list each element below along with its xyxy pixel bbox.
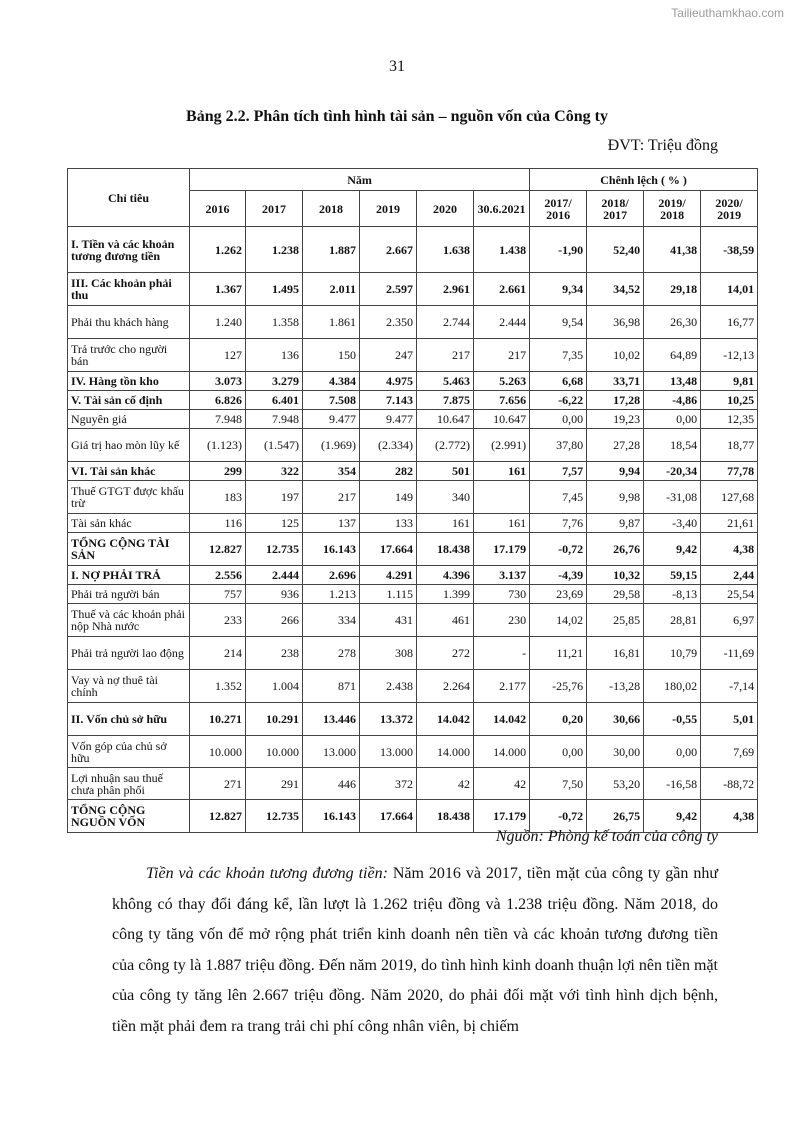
value-cell: 16.143	[303, 800, 360, 833]
row-label: VI. Tài sản khác	[68, 462, 190, 481]
row-label: Vốn góp của chủ sở hữu	[68, 736, 190, 768]
diff-cell: 59,15	[644, 566, 701, 585]
value-cell: 10.000	[190, 736, 246, 768]
diff-cell: -3,40	[644, 514, 701, 533]
diff-cell: 4,38	[701, 800, 758, 833]
table-row	[68, 306, 758, 339]
row-label: Nguyên giá	[68, 410, 190, 429]
row-label: Giá trị hao mòn lũy kế	[68, 429, 190, 462]
diff-cell: 10,02	[587, 339, 644, 372]
paragraph-lead: Tiền và các khoản tương đương tiền:	[146, 865, 388, 882]
value-cell	[474, 481, 530, 514]
table-row	[68, 768, 758, 800]
diff-cell: 9,42	[644, 533, 701, 566]
value-cell: 1.495	[246, 273, 303, 306]
value-cell: 7.508	[303, 391, 360, 410]
diff-cell: 29,18	[644, 273, 701, 306]
table-row	[68, 410, 758, 429]
value-cell: 7.143	[360, 391, 417, 410]
diff-cell: 127,68	[701, 481, 758, 514]
diff-cell: 4,38	[701, 533, 758, 566]
row-label: Trả trước cho người bán	[68, 339, 190, 372]
value-cell: 936	[246, 585, 303, 604]
diff-cell: 0,00	[530, 736, 587, 768]
diff-cell: -20,34	[644, 462, 701, 481]
value-cell: 13.372	[360, 703, 417, 736]
row-label: Phải thu khách hàng	[68, 306, 190, 339]
row-label: Thuế GTGT được khấu trừ	[68, 481, 190, 514]
row-label: TỔNG CỘNG NGUỒN VỐN	[68, 800, 190, 833]
value-cell: 7.948	[246, 410, 303, 429]
value-cell: 17.664	[360, 533, 417, 566]
header-diff: 2019/ 2018	[644, 191, 701, 227]
value-cell: 12.735	[246, 800, 303, 833]
value-cell: 2.961	[417, 273, 474, 306]
row-label: Phải trả người lao động	[68, 637, 190, 670]
value-cell: 6.826	[190, 391, 246, 410]
value-cell: 13.000	[303, 736, 360, 768]
diff-cell: -25,76	[530, 670, 587, 703]
value-cell: 42	[474, 768, 530, 800]
table-row	[68, 273, 758, 306]
diff-cell: 18,54	[644, 429, 701, 462]
value-cell: 7.656	[474, 391, 530, 410]
table-row	[68, 670, 758, 703]
diff-cell: 37,80	[530, 429, 587, 462]
diff-cell: -1,90	[530, 227, 587, 273]
value-cell: 4.396	[417, 566, 474, 585]
diff-cell: 26,30	[644, 306, 701, 339]
table-row	[68, 481, 758, 514]
row-label: I. NỢ PHẢI TRẢ	[68, 566, 190, 585]
diff-cell: 9,34	[530, 273, 587, 306]
diff-cell: 53,20	[587, 768, 644, 800]
watermark: Tailieuthamkhao.com	[671, 6, 784, 20]
diff-cell: -88,72	[701, 768, 758, 800]
value-cell: 2.444	[474, 306, 530, 339]
value-cell: 340	[417, 481, 474, 514]
value-cell: 10.271	[190, 703, 246, 736]
diff-cell: -0,72	[530, 800, 587, 833]
value-cell: 17.179	[474, 800, 530, 833]
table-row	[68, 604, 758, 637]
header-indicator: Chỉ tiêu	[68, 169, 190, 227]
value-cell: 149	[360, 481, 417, 514]
value-cell: 4.384	[303, 372, 360, 391]
table-row	[68, 339, 758, 372]
value-cell: 6.401	[246, 391, 303, 410]
value-cell: 1.240	[190, 306, 246, 339]
diff-cell: -4,39	[530, 566, 587, 585]
value-cell: (2.991)	[474, 429, 530, 462]
row-label: Phải trả người bán	[68, 585, 190, 604]
diff-cell: 0,00	[530, 410, 587, 429]
table-row	[68, 533, 758, 566]
value-cell: 3.279	[246, 372, 303, 391]
value-cell: 2.667	[360, 227, 417, 273]
diff-cell: 10,32	[587, 566, 644, 585]
diff-cell: 9,54	[530, 306, 587, 339]
diff-cell: 0,20	[530, 703, 587, 736]
diff-cell: 11,21	[530, 637, 587, 670]
page-number: 31	[389, 58, 405, 75]
value-cell: 1.399	[417, 585, 474, 604]
value-cell: 757	[190, 585, 246, 604]
value-cell: 217	[474, 339, 530, 372]
value-cell: 217	[303, 481, 360, 514]
value-cell: 7.875	[417, 391, 474, 410]
header-diff: 2020/ 2019	[701, 191, 758, 227]
value-cell: 127	[190, 339, 246, 372]
diff-cell: -4,86	[644, 391, 701, 410]
value-cell: 3.137	[474, 566, 530, 585]
row-label: V. Tài sản cố định	[68, 391, 190, 410]
diff-cell: 30,66	[587, 703, 644, 736]
row-label: TỔNG CỘNG TÀI SẢN	[68, 533, 190, 566]
diff-cell: -11,69	[701, 637, 758, 670]
value-cell: 1.438	[474, 227, 530, 273]
value-cell: 13.446	[303, 703, 360, 736]
value-cell: 125	[246, 514, 303, 533]
value-cell: 14.000	[417, 736, 474, 768]
table-row	[68, 429, 758, 462]
value-cell: 2.177	[474, 670, 530, 703]
diff-cell: 30,00	[587, 736, 644, 768]
diff-cell: 52,40	[587, 227, 644, 273]
table-row	[68, 585, 758, 604]
diff-cell: 7,76	[530, 514, 587, 533]
row-label: I. Tiền và các khoản tương đương tiền	[68, 227, 190, 273]
value-cell: 278	[303, 637, 360, 670]
value-cell: 10.647	[474, 410, 530, 429]
value-cell: 1.887	[303, 227, 360, 273]
value-cell: 13.000	[360, 736, 417, 768]
value-cell: 247	[360, 339, 417, 372]
value-cell: 271	[190, 768, 246, 800]
source-note: Nguồn: Phòng kế toán của công ty	[495, 828, 718, 845]
diff-cell: -6,22	[530, 391, 587, 410]
value-cell: 354	[303, 462, 360, 481]
value-cell: 18.438	[417, 800, 474, 833]
diff-cell: -0,72	[530, 533, 587, 566]
value-cell: 137	[303, 514, 360, 533]
diff-cell: 28,81	[644, 604, 701, 637]
header-year: 30.6.2021	[474, 191, 530, 227]
diff-cell: 33,71	[587, 372, 644, 391]
diff-cell: -38,59	[701, 227, 758, 273]
value-cell: 2.350	[360, 306, 417, 339]
diff-cell: 12,35	[701, 410, 758, 429]
value-cell: 1.004	[246, 670, 303, 703]
value-cell: 2.264	[417, 670, 474, 703]
diff-cell: 17,28	[587, 391, 644, 410]
value-cell: 2.744	[417, 306, 474, 339]
value-cell: 238	[246, 637, 303, 670]
table-row	[68, 637, 758, 670]
value-cell: 372	[360, 768, 417, 800]
table-row	[68, 703, 758, 736]
diff-cell: 41,38	[644, 227, 701, 273]
value-cell: 10.291	[246, 703, 303, 736]
value-cell: 308	[360, 637, 417, 670]
diff-cell: -7,14	[701, 670, 758, 703]
header-year: 2016	[190, 191, 246, 227]
value-cell: 161	[474, 462, 530, 481]
row-label: Tài sản khác	[68, 514, 190, 533]
header-year: 2019	[360, 191, 417, 227]
value-cell: 282	[360, 462, 417, 481]
diff-cell: 7,45	[530, 481, 587, 514]
value-cell: 18.438	[417, 533, 474, 566]
table-row	[68, 462, 758, 481]
value-cell: 322	[246, 462, 303, 481]
diff-cell: 36,98	[587, 306, 644, 339]
diff-cell: -31,08	[644, 481, 701, 514]
value-cell: 266	[246, 604, 303, 637]
diff-cell: 25,85	[587, 604, 644, 637]
financial-table	[67, 168, 758, 833]
value-cell: 233	[190, 604, 246, 637]
paragraph-text: Năm 2016 và 2017, tiền mặt của công ty gần như không có thay đổi đáng kể, lần lượt là 1.262 triệu đồng và 1.238 triệu đồng. Năm 2018, do công ty tăng vốn để mở rộng phát triển kinh doanh nên tiền và các khoản tương đương tiền của công ty là 1.887 triệu đồng. Đến năm 2019, do tình hình kinh doanh thuận lợi nên tiền mặt của công ty tăng lên 2.667 triệu đồng. Năm 2020, do phải đối mặt với tình hình dịch bệnh, tiền mặt phải đem ra trang trải chi phí công nhân viên, bị chiếm	[112, 865, 718, 1035]
diff-cell: 16,81	[587, 637, 644, 670]
row-label: II. Vốn chủ sở hữu	[68, 703, 190, 736]
diff-cell: 27,28	[587, 429, 644, 462]
diff-cell: 7,69	[701, 736, 758, 768]
diff-cell: 21,61	[701, 514, 758, 533]
value-cell: 446	[303, 768, 360, 800]
row-label: III. Các khoản phải thu	[68, 273, 190, 306]
value-cell: 2.597	[360, 273, 417, 306]
diff-cell: 23,69	[530, 585, 587, 604]
value-cell: 136	[246, 339, 303, 372]
value-cell: 16.143	[303, 533, 360, 566]
diff-cell: 9,42	[644, 800, 701, 833]
diff-cell: 34,52	[587, 273, 644, 306]
value-cell: 730	[474, 585, 530, 604]
value-cell: 501	[417, 462, 474, 481]
table-row	[68, 514, 758, 533]
value-cell: 272	[417, 637, 474, 670]
value-cell: 183	[190, 481, 246, 514]
header-year: 2020	[417, 191, 474, 227]
diff-cell: 25,54	[701, 585, 758, 604]
value-cell: 1.367	[190, 273, 246, 306]
value-cell: 14.000	[474, 736, 530, 768]
value-cell: 12.827	[190, 533, 246, 566]
row-label: Thuế và các khoản phải nộp Nhà nước	[68, 604, 190, 637]
value-cell: 7.948	[190, 410, 246, 429]
diff-cell: -13,28	[587, 670, 644, 703]
header-diff-group: Chênh lệch ( % )	[530, 169, 758, 191]
value-cell: 299	[190, 462, 246, 481]
table-row	[68, 736, 758, 768]
row-label: Vay và nợ thuê tài chính	[68, 670, 190, 703]
diff-cell: 13,48	[644, 372, 701, 391]
value-cell: 334	[303, 604, 360, 637]
diff-cell: 10,79	[644, 637, 701, 670]
value-cell: -	[474, 637, 530, 670]
row-label: Lợi nhuận sau thuế chưa phân phối	[68, 768, 190, 800]
value-cell: 5.263	[474, 372, 530, 391]
value-cell: 1.352	[190, 670, 246, 703]
diff-cell: 0,00	[644, 410, 701, 429]
value-cell: 1.213	[303, 585, 360, 604]
diff-cell: 7,35	[530, 339, 587, 372]
value-cell: 17.664	[360, 800, 417, 833]
value-cell: 1.262	[190, 227, 246, 273]
header-diff: 2017/ 2016	[530, 191, 587, 227]
diff-cell: 14,01	[701, 273, 758, 306]
value-cell: 42	[417, 768, 474, 800]
value-cell: 230	[474, 604, 530, 637]
diff-cell: 180,02	[644, 670, 701, 703]
diff-cell: 7,50	[530, 768, 587, 800]
diff-cell: -0,55	[644, 703, 701, 736]
diff-cell: 26,75	[587, 800, 644, 833]
value-cell: 1.238	[246, 227, 303, 273]
value-cell: 116	[190, 514, 246, 533]
diff-cell: 16,77	[701, 306, 758, 339]
diff-cell: 18,77	[701, 429, 758, 462]
table-row	[68, 391, 758, 410]
value-cell: 17.179	[474, 533, 530, 566]
value-cell: 2.661	[474, 273, 530, 306]
header-year: 2018	[303, 191, 360, 227]
value-cell: 12.735	[246, 533, 303, 566]
value-cell: 150	[303, 339, 360, 372]
diff-cell: -12,13	[701, 339, 758, 372]
diff-cell: -16,58	[644, 768, 701, 800]
value-cell: 9.477	[303, 410, 360, 429]
value-cell: 1.861	[303, 306, 360, 339]
value-cell: (1.547)	[246, 429, 303, 462]
unit-label: ĐVT: Triệu đồng	[607, 137, 718, 154]
header-year: 2017	[246, 191, 303, 227]
value-cell: 431	[360, 604, 417, 637]
diff-cell: 2,44	[701, 566, 758, 585]
value-cell: 14.042	[474, 703, 530, 736]
value-cell: 12.827	[190, 800, 246, 833]
diff-cell: 64,89	[644, 339, 701, 372]
diff-cell: -8,13	[644, 585, 701, 604]
value-cell: 5.463	[417, 372, 474, 391]
diff-cell: 9,98	[587, 481, 644, 514]
value-cell: 4.975	[360, 372, 417, 391]
diff-cell: 6,68	[530, 372, 587, 391]
value-cell: (2.334)	[360, 429, 417, 462]
value-cell: 10.647	[417, 410, 474, 429]
value-cell: (2.772)	[417, 429, 474, 462]
value-cell: 10.000	[246, 736, 303, 768]
value-cell: 2.011	[303, 273, 360, 306]
value-cell: 2.556	[190, 566, 246, 585]
table-body	[68, 227, 758, 833]
diff-cell: 9,87	[587, 514, 644, 533]
value-cell: 197	[246, 481, 303, 514]
table-title: Bảng 2.2. Phân tích tình hình tài sản – nguồn vốn của Công ty	[186, 108, 608, 125]
value-cell: 1.358	[246, 306, 303, 339]
value-cell: 9.477	[360, 410, 417, 429]
value-cell: (1.123)	[190, 429, 246, 462]
header-year-group: Năm	[190, 169, 530, 191]
value-cell: 1.638	[417, 227, 474, 273]
table-row	[68, 227, 758, 273]
diff-cell: 29,58	[587, 585, 644, 604]
table-row	[68, 372, 758, 391]
table-row	[68, 566, 758, 585]
value-cell: 161	[474, 514, 530, 533]
value-cell: 2.444	[246, 566, 303, 585]
diff-cell: 6,97	[701, 604, 758, 637]
diff-cell: 19,23	[587, 410, 644, 429]
value-cell: (1.969)	[303, 429, 360, 462]
row-label: IV. Hàng tồn kho	[68, 372, 190, 391]
header-diff: 2018/ 2017	[587, 191, 644, 227]
body-paragraph	[112, 859, 718, 1042]
diff-cell: 0,00	[644, 736, 701, 768]
value-cell: 14.042	[417, 703, 474, 736]
diff-cell: 77,78	[701, 462, 758, 481]
diff-cell: 9,81	[701, 372, 758, 391]
value-cell: 4.291	[360, 566, 417, 585]
value-cell: 1.115	[360, 585, 417, 604]
value-cell: 161	[417, 514, 474, 533]
value-cell: 291	[246, 768, 303, 800]
diff-cell: 10,25	[701, 391, 758, 410]
diff-cell: 14,02	[530, 604, 587, 637]
diff-cell: 7,57	[530, 462, 587, 481]
value-cell: 2.696	[303, 566, 360, 585]
diff-cell: 26,76	[587, 533, 644, 566]
value-cell: 214	[190, 637, 246, 670]
diff-cell: 5,01	[701, 703, 758, 736]
diff-cell: 9,94	[587, 462, 644, 481]
value-cell: 461	[417, 604, 474, 637]
value-cell: 217	[417, 339, 474, 372]
value-cell: 2.438	[360, 670, 417, 703]
value-cell: 871	[303, 670, 360, 703]
value-cell: 133	[360, 514, 417, 533]
value-cell: 3.073	[190, 372, 246, 391]
